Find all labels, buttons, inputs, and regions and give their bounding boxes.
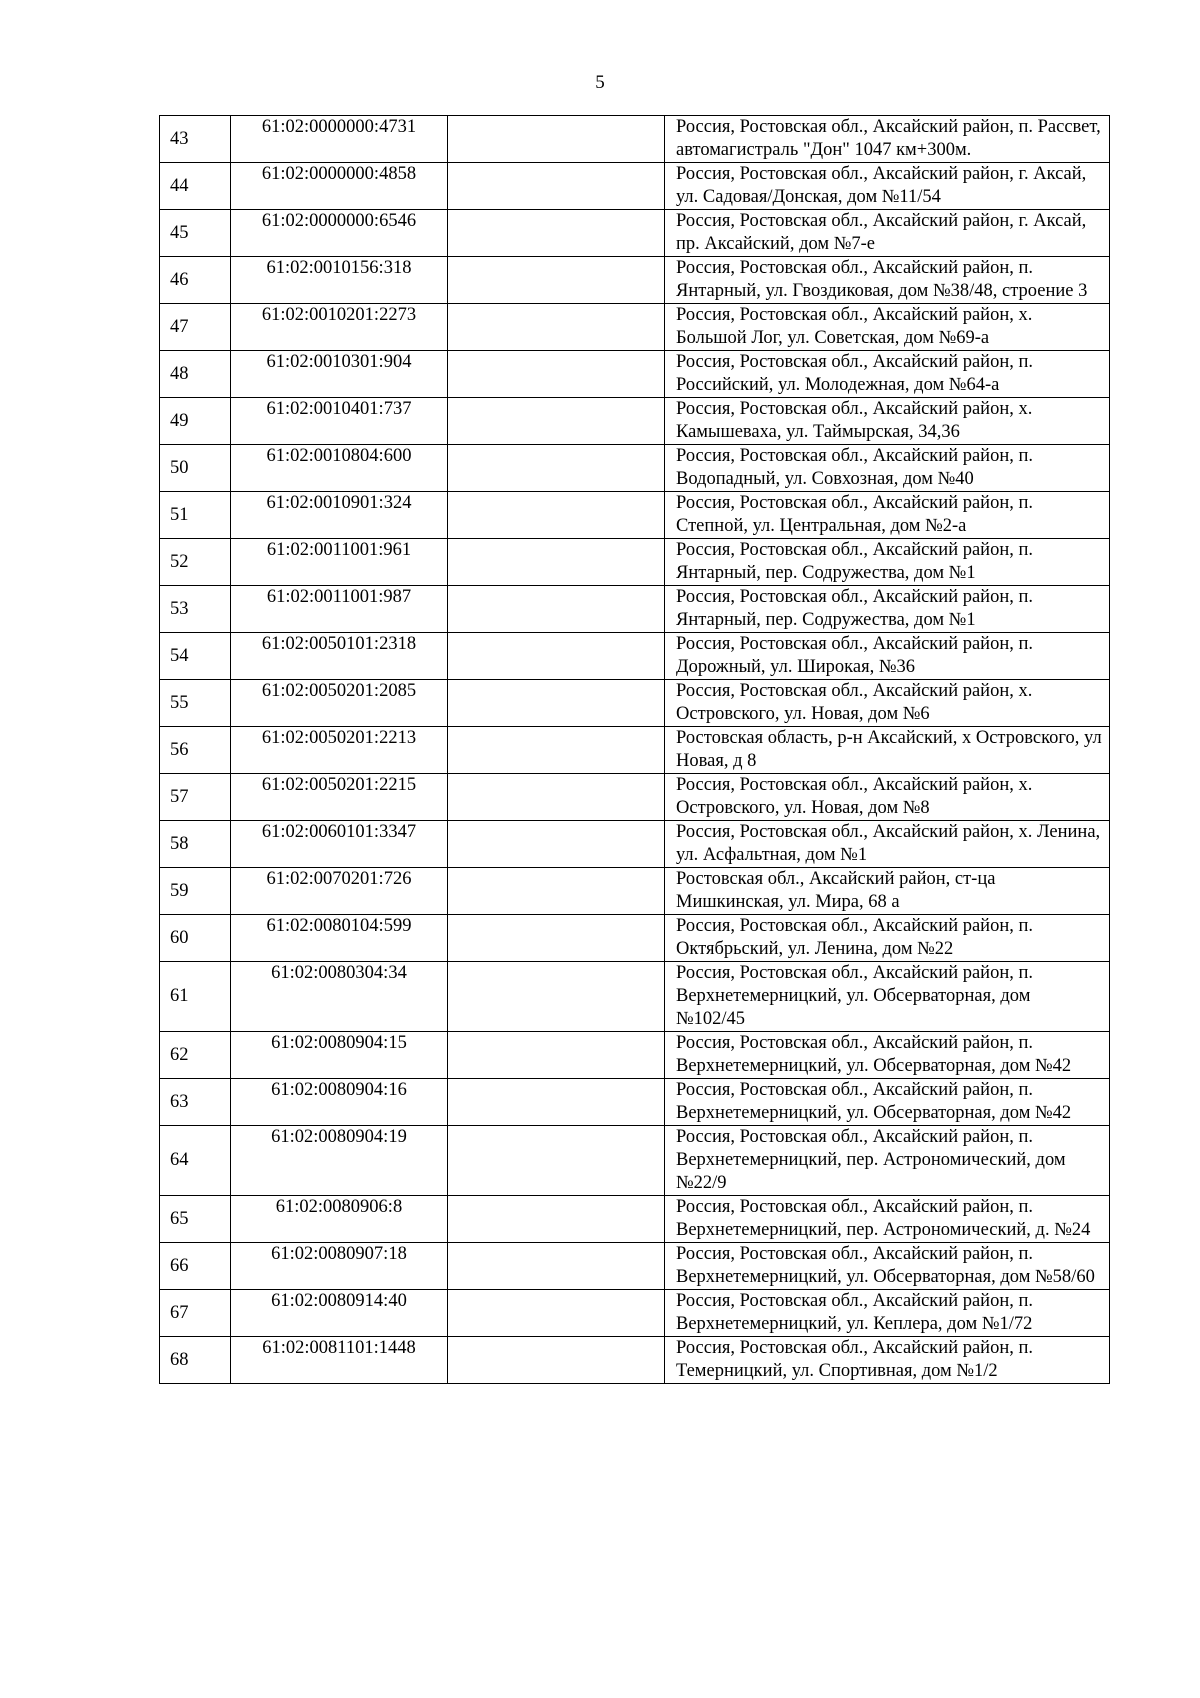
cadastral-number-cell bbox=[231, 774, 448, 821]
table-row bbox=[160, 680, 1110, 727]
row-number: 47 bbox=[170, 316, 189, 337]
row-number-cell bbox=[160, 351, 231, 398]
address-text: Россия, Ростовская обл., Аксайский район, п. Верхнетемерницкий, ул. Кеплера, дом №1/72 bbox=[676, 1291, 1034, 1334]
empty-cell bbox=[448, 1290, 665, 1337]
cadastral-number-cell bbox=[231, 586, 448, 633]
empty-cell bbox=[448, 351, 665, 398]
cadastral-number-cell bbox=[231, 680, 448, 727]
table-row bbox=[160, 962, 1110, 1032]
empty-cell bbox=[448, 304, 665, 351]
cadastral-number-cell bbox=[231, 351, 448, 398]
cadastral-number: 61:02:0010401:737 bbox=[266, 399, 412, 419]
empty-cell bbox=[448, 962, 665, 1032]
cadastral-number-cell bbox=[231, 962, 448, 1032]
row-number: 55 bbox=[170, 692, 189, 713]
cadastral-number: 61:02:0080304:34 bbox=[271, 963, 407, 983]
empty-cell bbox=[448, 1337, 665, 1384]
row-number: 60 bbox=[170, 927, 189, 948]
row-number-cell bbox=[160, 163, 231, 210]
address-text: Россия, Ростовская обл., Аксайский район, п. Темерницкий, ул. Спортивная, дом №1/2 bbox=[676, 1338, 1034, 1381]
row-number: 59 bbox=[170, 880, 189, 901]
address-cell bbox=[665, 1032, 1110, 1079]
cadastral-number-cell bbox=[231, 163, 448, 210]
address-cell bbox=[665, 1337, 1110, 1384]
empty-cell bbox=[448, 868, 665, 915]
cadastral-number: 61:02:0000000:4731 bbox=[261, 117, 417, 137]
empty-cell bbox=[448, 633, 665, 680]
row-number-cell bbox=[160, 539, 231, 586]
address-text: Россия, Ростовская обл., Аксайский район, п. Верхнетемерницкий, ул. Обсерваторная, дом №42 bbox=[676, 1080, 1072, 1123]
row-number: 57 bbox=[170, 786, 189, 807]
cadastral-number-cell bbox=[231, 304, 448, 351]
cadastral-number: 61:02:0010901:324 bbox=[266, 493, 412, 513]
address-cell bbox=[665, 492, 1110, 539]
row-number: 62 bbox=[170, 1044, 189, 1065]
row-number-cell bbox=[160, 492, 231, 539]
row-number: 49 bbox=[170, 410, 189, 431]
empty-cell bbox=[448, 1126, 665, 1196]
cadastral-number: 61:02:0060101:3347 bbox=[261, 822, 417, 842]
table-row bbox=[160, 586, 1110, 633]
cadastral-number-cell bbox=[231, 915, 448, 962]
table-row bbox=[160, 1243, 1110, 1290]
row-number: 50 bbox=[170, 457, 189, 478]
row-number: 67 bbox=[170, 1302, 189, 1323]
address-cell bbox=[665, 116, 1110, 163]
address-cell bbox=[665, 1243, 1110, 1290]
address-text: Ростовская обл., Аксайский район, ст-ца Мишкинская, ул. Мира, 68 а bbox=[676, 869, 996, 912]
address-cell bbox=[665, 1290, 1110, 1337]
empty-cell bbox=[448, 163, 665, 210]
cadastral-number-cell bbox=[231, 1079, 448, 1126]
row-number: 68 bbox=[170, 1349, 189, 1370]
cadastral-number-cell bbox=[231, 539, 448, 586]
cadastral-number-cell bbox=[231, 1196, 448, 1243]
empty-cell bbox=[448, 1032, 665, 1079]
cadastral-number: 61:02:0050101:2318 bbox=[261, 634, 417, 654]
row-number-cell bbox=[160, 915, 231, 962]
table-row bbox=[160, 821, 1110, 868]
row-number-cell bbox=[160, 257, 231, 304]
cadastral-number: 61:02:0010301:904 bbox=[266, 352, 412, 372]
address-text: Россия, Ростовская обл., Аксайский район, п. Верхнетемерницкий, ул. Обсерваторная, дом №102/45 bbox=[676, 963, 1034, 1029]
cadastral-number: 61:02:0000000:6546 bbox=[261, 211, 417, 231]
address-text: Россия, Ростовская обл., Аксайский район, п. Верхнетемерницкий, пер. Астрономический, дом №22/9 bbox=[676, 1127, 1066, 1193]
row-number: 58 bbox=[170, 833, 189, 854]
address-cell bbox=[665, 257, 1110, 304]
row-number-cell bbox=[160, 304, 231, 351]
address-text: Россия, Ростовская обл., Аксайский район, х. Ленина, ул. Асфальтная, дом №1 bbox=[676, 822, 1101, 865]
row-number-cell bbox=[160, 1196, 231, 1243]
table-row bbox=[160, 1032, 1110, 1079]
address-text: Россия, Ростовская обл., Аксайский район, п. Верхнетемерницкий, ул. Обсерваторная, дом №42 bbox=[676, 1033, 1072, 1076]
table-row bbox=[160, 868, 1110, 915]
empty-cell bbox=[448, 680, 665, 727]
table-row bbox=[160, 1290, 1110, 1337]
row-number: 44 bbox=[170, 175, 189, 196]
address-cell bbox=[665, 727, 1110, 774]
empty-cell bbox=[448, 492, 665, 539]
cadastral-number: 61:02:0080904:19 bbox=[271, 1127, 407, 1147]
row-number-cell bbox=[160, 633, 231, 680]
address-text: Россия, Ростовская обл., Аксайский район, п. Верхнетемерницкий, пер. Астрономический, д. №24 bbox=[676, 1197, 1091, 1240]
cadastral-number-cell bbox=[231, 1126, 448, 1196]
table-row bbox=[160, 774, 1110, 821]
table-row bbox=[160, 257, 1110, 304]
cadastral-number-cell bbox=[231, 257, 448, 304]
address-text: Россия, Ростовская обл., Аксайский район, п. Янтарный, пер. Содружества, дом №1 bbox=[676, 587, 1034, 630]
empty-cell bbox=[448, 398, 665, 445]
address-cell bbox=[665, 1126, 1110, 1196]
table-row bbox=[160, 163, 1110, 210]
address-cell bbox=[665, 821, 1110, 868]
address-cell bbox=[665, 163, 1110, 210]
empty-cell bbox=[448, 257, 665, 304]
row-number-cell bbox=[160, 210, 231, 257]
address-text: Россия, Ростовская обл., Аксайский район, п. Янтарный, ул. Гвоздиковая, дом №38/48, строение 3 bbox=[676, 258, 1088, 301]
table-row bbox=[160, 633, 1110, 680]
address-text: Россия, Ростовская обл., Аксайский район, п. Октябрьский, ул. Ленина, дом №22 bbox=[676, 916, 1034, 959]
address-cell bbox=[665, 633, 1110, 680]
cadastral-number: 61:02:0010156:318 bbox=[266, 258, 412, 278]
row-number-cell bbox=[160, 398, 231, 445]
cadastral-number-cell bbox=[231, 727, 448, 774]
row-number: 64 bbox=[170, 1150, 189, 1170]
empty-cell bbox=[448, 915, 665, 962]
row-number: 51 bbox=[170, 504, 189, 525]
row-number: 43 bbox=[170, 128, 189, 149]
address-cell bbox=[665, 210, 1110, 257]
cadastral-number: 61:02:0080904:16 bbox=[271, 1080, 407, 1100]
table-row bbox=[160, 1196, 1110, 1243]
address-cell bbox=[665, 1079, 1110, 1126]
cadastral-number: 61:02:0050201:2085 bbox=[261, 681, 417, 701]
empty-cell bbox=[448, 727, 665, 774]
address-cell bbox=[665, 304, 1110, 351]
row-number-cell bbox=[160, 774, 231, 821]
empty-cell bbox=[448, 821, 665, 868]
address-cell bbox=[665, 868, 1110, 915]
cadastral-number: 61:02:0000000:4858 bbox=[261, 164, 417, 184]
cadastral-number: 61:02:0080907:18 bbox=[271, 1244, 407, 1264]
row-number: 52 bbox=[170, 551, 189, 572]
table-row bbox=[160, 1079, 1110, 1126]
row-number-cell bbox=[160, 116, 231, 163]
row-number-cell bbox=[160, 1079, 231, 1126]
page-number: 5 bbox=[595, 72, 605, 93]
address-text: Россия, Ростовская обл., Аксайский район, п. Водопадный, ул. Совхозная, дом №40 bbox=[676, 446, 1034, 489]
table-body bbox=[160, 116, 1110, 1384]
address-cell bbox=[665, 915, 1110, 962]
cadastral-number-cell bbox=[231, 633, 448, 680]
address-text: Россия, Ростовская обл., Аксайский район, г. Аксай, ул. Садовая/Донская, дом №11/54 bbox=[676, 164, 1087, 207]
cadastral-number: 61:02:0050201:2213 bbox=[261, 728, 417, 748]
empty-cell bbox=[448, 1243, 665, 1290]
empty-cell bbox=[448, 116, 665, 163]
address-cell bbox=[665, 539, 1110, 586]
cadastral-number-cell bbox=[231, 1290, 448, 1337]
table-row bbox=[160, 445, 1110, 492]
row-number-cell bbox=[160, 727, 231, 774]
empty-cell bbox=[448, 1079, 665, 1126]
cadastral-number: 61:02:0011001:987 bbox=[266, 587, 412, 607]
cadastral-number: 61:02:0070201:726 bbox=[266, 869, 412, 889]
row-number: 54 bbox=[170, 645, 189, 666]
table-row bbox=[160, 1126, 1110, 1196]
row-number-cell bbox=[160, 680, 231, 727]
address-cell bbox=[665, 680, 1110, 727]
cadastral-number-cell bbox=[231, 1032, 448, 1079]
row-number-cell bbox=[160, 1243, 231, 1290]
address-text: Россия, Ростовская обл., Аксайский район, п. Российский, ул. Молодежная, дом №64-а bbox=[676, 352, 1034, 395]
address-text: Россия, Ростовская обл., Аксайский район, п. Рассвет, автомагистраль "Дон" 1047 км+300м. bbox=[676, 117, 1101, 160]
address-cell bbox=[665, 962, 1110, 1032]
row-number: 63 bbox=[170, 1091, 189, 1112]
address-cell bbox=[665, 586, 1110, 633]
cadastral-number-cell bbox=[231, 1337, 448, 1384]
cadastral-number: 61:02:0050201:2215 bbox=[261, 775, 417, 795]
table-row bbox=[160, 492, 1110, 539]
address-text: Россия, Ростовская обл., Аксайский район, п. Степной, ул. Центральная, дом №2-а bbox=[676, 493, 1034, 536]
address-text: Россия, Ростовская обл., Аксайский район, г. Аксай, пр. Аксайский, дом №7-е bbox=[676, 211, 1087, 254]
row-number-cell bbox=[160, 868, 231, 915]
row-number-cell bbox=[160, 1290, 231, 1337]
address-cell bbox=[665, 774, 1110, 821]
address-cell bbox=[665, 445, 1110, 492]
address-text: Россия, Ростовская обл., Аксайский район, п. Верхнетемерницкий, ул. Обсерваторная, дом №58/60 bbox=[676, 1244, 1095, 1287]
cadastral-number-cell bbox=[231, 398, 448, 445]
row-number: 48 bbox=[170, 363, 189, 384]
address-text: Россия, Ростовская обл., Аксайский район, х. Островского, ул. Новая, дом №6 bbox=[676, 681, 1033, 724]
table-row bbox=[160, 210, 1110, 257]
address-text: Россия, Ростовская обл., Аксайский район, х. Камышеваха, ул. Таймырская, 34,36 bbox=[676, 399, 1033, 442]
cadastral-number: 61:02:0081101:1448 bbox=[262, 1338, 416, 1358]
cadastral-number: 61:02:0080914:40 bbox=[271, 1291, 407, 1311]
row-number-cell bbox=[160, 821, 231, 868]
cadastral-number: 61:02:0080904:15 bbox=[271, 1033, 407, 1053]
row-number: 46 bbox=[170, 269, 189, 290]
row-number: 56 bbox=[170, 739, 189, 760]
row-number-cell bbox=[160, 586, 231, 633]
cadastral-number: 61:02:0080906:8 bbox=[275, 1197, 403, 1217]
table-row bbox=[160, 398, 1110, 445]
table-row bbox=[160, 116, 1110, 163]
row-number-cell bbox=[160, 1337, 231, 1384]
cadastral-number-cell bbox=[231, 1243, 448, 1290]
cadastral-number: 61:02:0011001:961 bbox=[266, 540, 412, 560]
cadastral-number: 61:02:0080104:599 bbox=[266, 916, 412, 936]
address-cell bbox=[665, 398, 1110, 445]
row-number: 65 bbox=[170, 1208, 189, 1229]
table-row bbox=[160, 539, 1110, 586]
table-row bbox=[160, 727, 1110, 774]
address-text: Россия, Ростовская обл., Аксайский район, п. Дорожный, ул. Широкая, №36 bbox=[676, 634, 1034, 677]
address-cell bbox=[665, 1196, 1110, 1243]
empty-cell bbox=[448, 445, 665, 492]
row-number: 53 bbox=[170, 598, 189, 619]
cadastral-number-cell bbox=[231, 116, 448, 163]
row-number: 45 bbox=[170, 222, 189, 243]
row-number-cell bbox=[160, 1126, 231, 1196]
row-number-cell bbox=[160, 445, 231, 492]
empty-cell bbox=[448, 774, 665, 821]
empty-cell bbox=[448, 586, 665, 633]
cadastral-number-cell bbox=[231, 445, 448, 492]
cadastral-number: 61:02:0010201:2273 bbox=[261, 305, 417, 325]
empty-cell bbox=[448, 1196, 665, 1243]
address-cell bbox=[665, 351, 1110, 398]
row-number-cell bbox=[160, 962, 231, 1032]
cadastral-number-cell bbox=[231, 868, 448, 915]
address-text: Россия, Ростовская обл., Аксайский район, п. Янтарный, пер. Содружества, дом №1 bbox=[676, 540, 1034, 583]
address-text: Россия, Ростовская обл., Аксайский район, х. Большой Лог, ул. Советская, дом №69-а bbox=[676, 305, 1033, 348]
empty-cell bbox=[448, 539, 665, 586]
table-row bbox=[160, 915, 1110, 962]
cadastral-number-cell bbox=[231, 210, 448, 257]
table-row bbox=[160, 304, 1110, 351]
empty-cell bbox=[448, 210, 665, 257]
address-text: Ростовская область, р-н Аксайский, х Островского, ул Новая, д 8 bbox=[676, 728, 1102, 771]
registry-table bbox=[159, 115, 1110, 1384]
row-number: 61 bbox=[170, 986, 189, 1006]
address-text: Россия, Ростовская обл., Аксайский район, х. Островского, ул. Новая, дом №8 bbox=[676, 775, 1033, 818]
cadastral-number: 61:02:0010804:600 bbox=[266, 446, 412, 466]
cadastral-number-cell bbox=[231, 492, 448, 539]
cadastral-number-cell bbox=[231, 821, 448, 868]
table-row bbox=[160, 351, 1110, 398]
row-number: 66 bbox=[170, 1255, 189, 1276]
table-row bbox=[160, 1337, 1110, 1384]
row-number-cell bbox=[160, 1032, 231, 1079]
